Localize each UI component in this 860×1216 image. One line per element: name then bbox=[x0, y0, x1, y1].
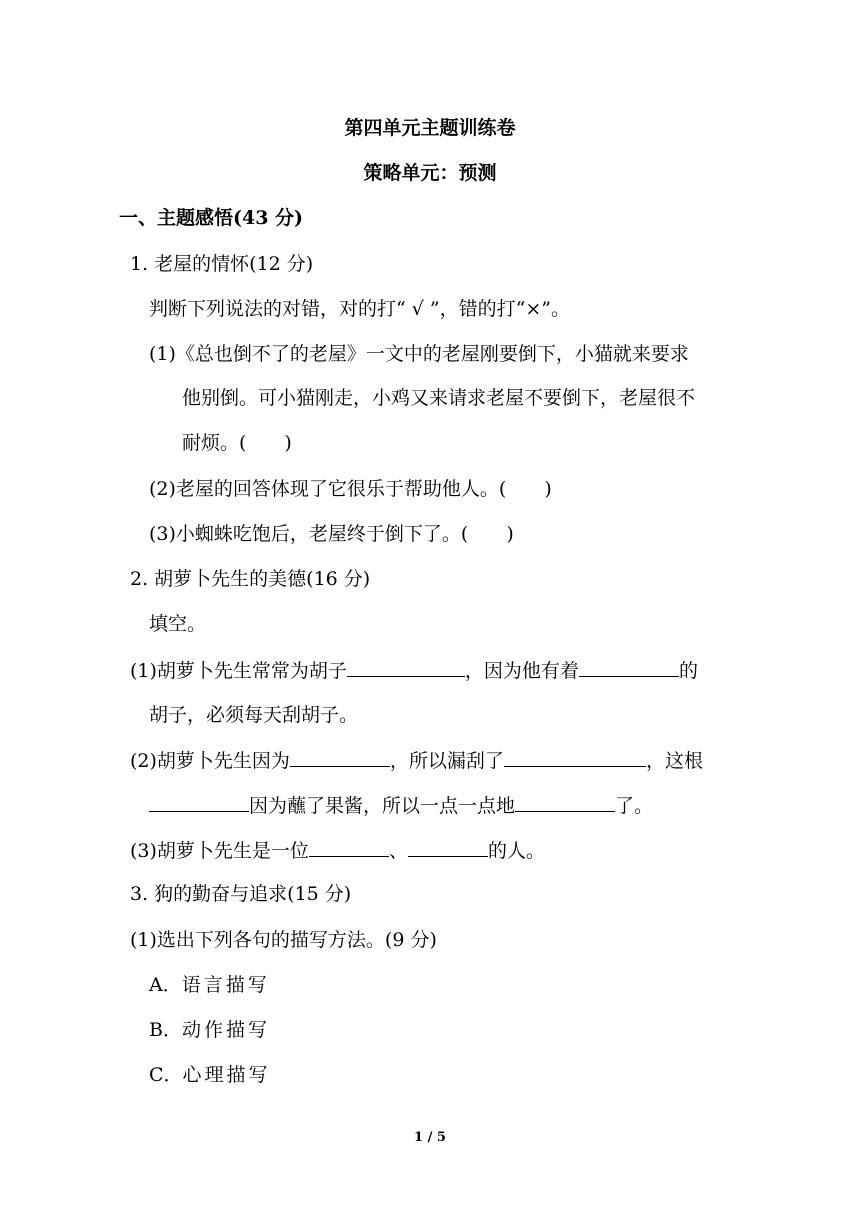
q1-item-1-line-1: (1)《总也倒不了的老屋》一文中的老屋刚要倒下，小猫就来要求 bbox=[149, 343, 689, 365]
answer-blank[interactable] bbox=[347, 656, 465, 677]
q2-item-3-text-b: 、 bbox=[388, 840, 408, 862]
q2-item-3-text-a: (3)胡萝卜先生是一位 bbox=[130, 840, 309, 862]
answer-blank[interactable] bbox=[504, 746, 646, 767]
q2-item-1-text-a: (1)胡萝卜先生常常为胡子 bbox=[130, 660, 347, 682]
option-letter: A． bbox=[149, 974, 182, 996]
q1-item-3: (3)小蜘蛛吃饱后，老屋终于倒下了。( ) bbox=[149, 523, 514, 545]
q2-item-2-text-b: ，所以漏刮了 bbox=[389, 750, 504, 772]
q2-item-2-line-1 bbox=[130, 746, 703, 775]
q2-item-3 bbox=[130, 836, 545, 865]
q3-sub-question-1: (1)选出下列各句的描写方法。(9 分) bbox=[130, 929, 437, 951]
question-2-instruction: 填空。 bbox=[149, 613, 207, 635]
q2-item-2-line-2 bbox=[149, 791, 653, 820]
section-heading: 一、主题感悟(43 分) bbox=[119, 207, 304, 229]
option-text: 心理描写 bbox=[182, 1064, 271, 1086]
question-3-heading: 3. 狗的勤奋与追求(15 分) bbox=[130, 883, 352, 905]
question-1-heading: 1. 老屋的情怀(12 分) bbox=[130, 253, 314, 275]
q1-item-1-line-3: 耐烦。( ) bbox=[182, 432, 292, 454]
answer-blank[interactable] bbox=[579, 656, 679, 677]
question-1-instruction: 判断下列说法的对错，对的打“ √ ”，错的打“×”。 bbox=[149, 298, 570, 320]
answer-blank[interactable] bbox=[408, 836, 488, 857]
q1-item-1-line-2: 他别倒。可小猫刚走，小鸡又来请求老屋不要倒下，老屋很不 bbox=[182, 387, 696, 409]
q2-item-2-text-d: 因为蘸了果酱，所以一点一点地 bbox=[249, 795, 516, 817]
option-c bbox=[149, 1061, 271, 1089]
q2-item-3-text-c: 的人。 bbox=[487, 840, 545, 862]
option-a bbox=[149, 971, 270, 999]
q2-item-2-text-e: 了。 bbox=[615, 795, 654, 817]
page-subtitle: 策略单元：预测 bbox=[363, 162, 497, 184]
q2-item-1-line-1 bbox=[130, 656, 698, 685]
question-2-heading: 2. 胡萝卜先生的美德(16 分) bbox=[130, 568, 371, 590]
option-b bbox=[149, 1016, 270, 1044]
answer-blank[interactable] bbox=[149, 791, 249, 812]
q2-item-1-line-2: 胡子，必须每天刮胡子。 bbox=[149, 704, 359, 726]
page-number: 1 / 5 bbox=[414, 1130, 446, 1145]
q2-item-1-text-b: ，因为他有着 bbox=[464, 660, 579, 682]
answer-blank[interactable] bbox=[515, 791, 615, 812]
option-letter: C． bbox=[149, 1064, 183, 1086]
q2-item-2-text-a: (2)胡萝卜先生因为 bbox=[130, 750, 290, 772]
option-letter: B． bbox=[149, 1019, 182, 1041]
q2-item-2-text-c: ，这根 bbox=[645, 750, 703, 772]
answer-blank[interactable] bbox=[290, 746, 390, 767]
answer-blank[interactable] bbox=[309, 836, 389, 857]
option-text: 动作描写 bbox=[181, 1019, 270, 1041]
page-title: 第四单元主题训练卷 bbox=[344, 117, 516, 139]
option-text: 语言描写 bbox=[181, 974, 270, 996]
q2-item-1-text-c: 的 bbox=[678, 660, 698, 682]
q1-item-2: (2)老屋的回答体现了它很乐于帮助他人。( ) bbox=[149, 478, 552, 500]
